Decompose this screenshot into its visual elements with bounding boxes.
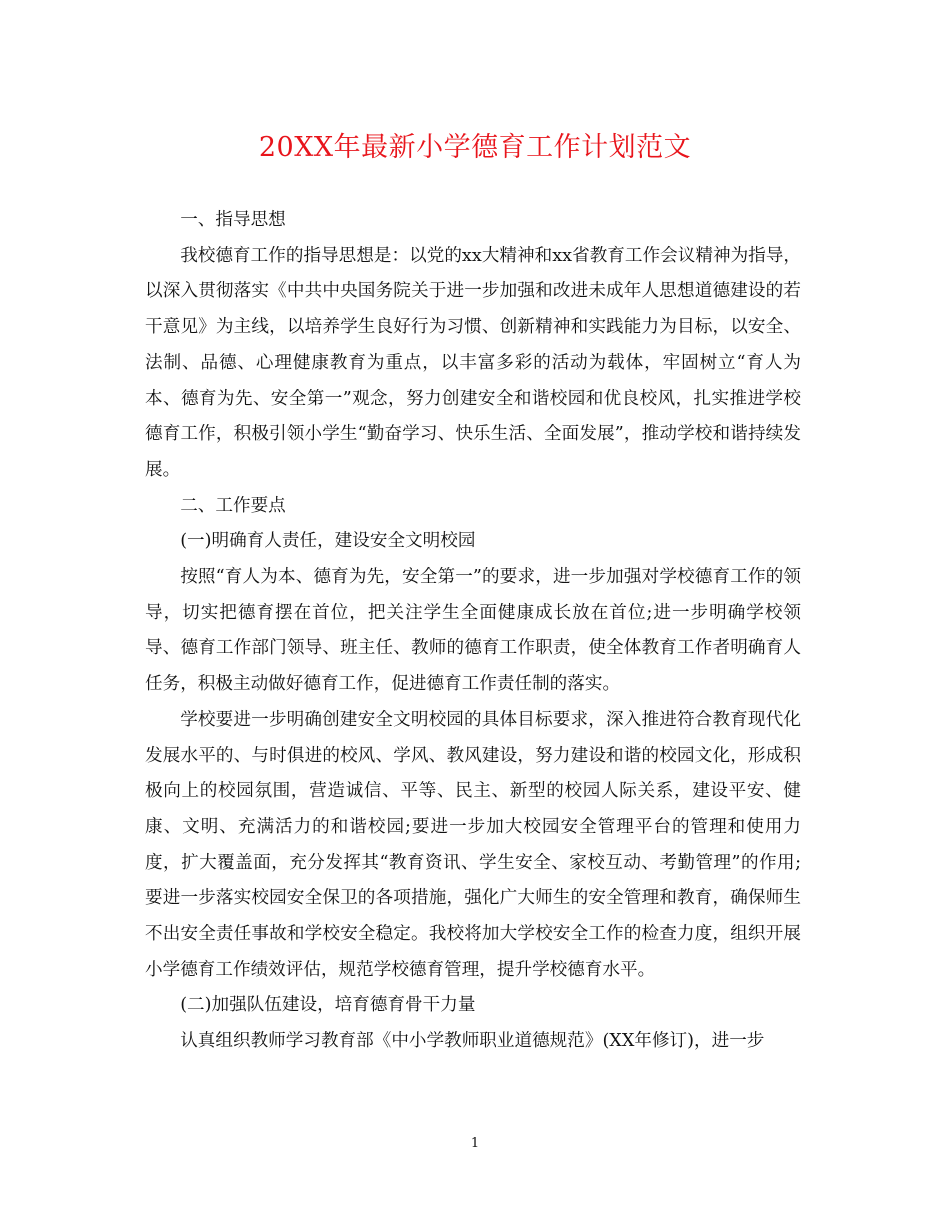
subsection-heading-2: (二)加强队伍建设，培育德育骨干力量 xyxy=(180,995,476,1016)
paragraph-education-responsibility: 按照“育人为本、德育为先，安全第一”的要求，进一步加强对学校德育工作的领导，切实把德育摆在首位，把关注学生全面健康成长放在首位;进一步明确学校领导、德育工作部门领导、班主任、教师的德育工作职责，使全体教育工作者明确育人任务，积极主动做好德育工作，促进德育工作责任制的落实。 xyxy=(145,567,801,695)
paragraph-teacher-training: 认真组织教师学习教育部《中小学教师职业道德规范》(XX年修订)，进一步 xyxy=(180,1031,765,1052)
paragraph-safe-campus: 学校要进一步明确创建安全文明校园的具体目标要求，深入推进符合教育现代化发展水平的、与时俱进的校风、学风、教风建设，努力建设和谐的校园文化，形成积极向上的校园氛围，营造诚信、平等、民主、新型的校园人际关系，建设平安、健康、文明、充满活力的和谐校园;要进一步加大校园安全管理平台的管理和使用力度，扩大覆盖面，充分发挥其“教育资讯、学生安全、家校互动、考勤管理”的作用;要进一步落实校园安全保卫的各项措施，强化广大师生的安全管理和教育，确保师生不出安全责任事故和学校安全稳定。我校将加大学校安全工作的检查力度，组织开展小学德育工作绩效评估，规范学校德育管理，提升学校德育水平。 xyxy=(145,709,801,980)
section-heading-work-points: 二、工作要点 xyxy=(180,495,286,516)
document-title: 20XX年最新小学德育工作计划范文 xyxy=(258,132,692,163)
document-body xyxy=(145,203,801,1060)
subsection-heading-1: (一)明确育人责任，建设安全文明校园 xyxy=(180,531,476,552)
section-heading-guiding-ideology: 一、指导思想 xyxy=(180,210,286,230)
page-number: 1 xyxy=(470,1136,480,1151)
paragraph-guiding-ideology: 我校德育工作的指导思想是：以党的xx大精神和xx省教育工作会议精神为指导，以深入贯彻落实《中共中央国务院关于进一步加强和改进未成年人思想道德建设的若干意见》为主线，以培养学生良好行为习惯、创新精神和实践能力为目标，以安全、法制、品德、心理健康教育为重点，以丰富多彩的活动为载体，牢固树立“育人为本、德育为先、安全第一”观念，努力创建安全和谐校园和优良校风，扎实推进学校德育工作，积极引领小学生“勤奋学习、快乐生活、全面发展”，推动学校和谐持续发展。 xyxy=(145,245,801,480)
